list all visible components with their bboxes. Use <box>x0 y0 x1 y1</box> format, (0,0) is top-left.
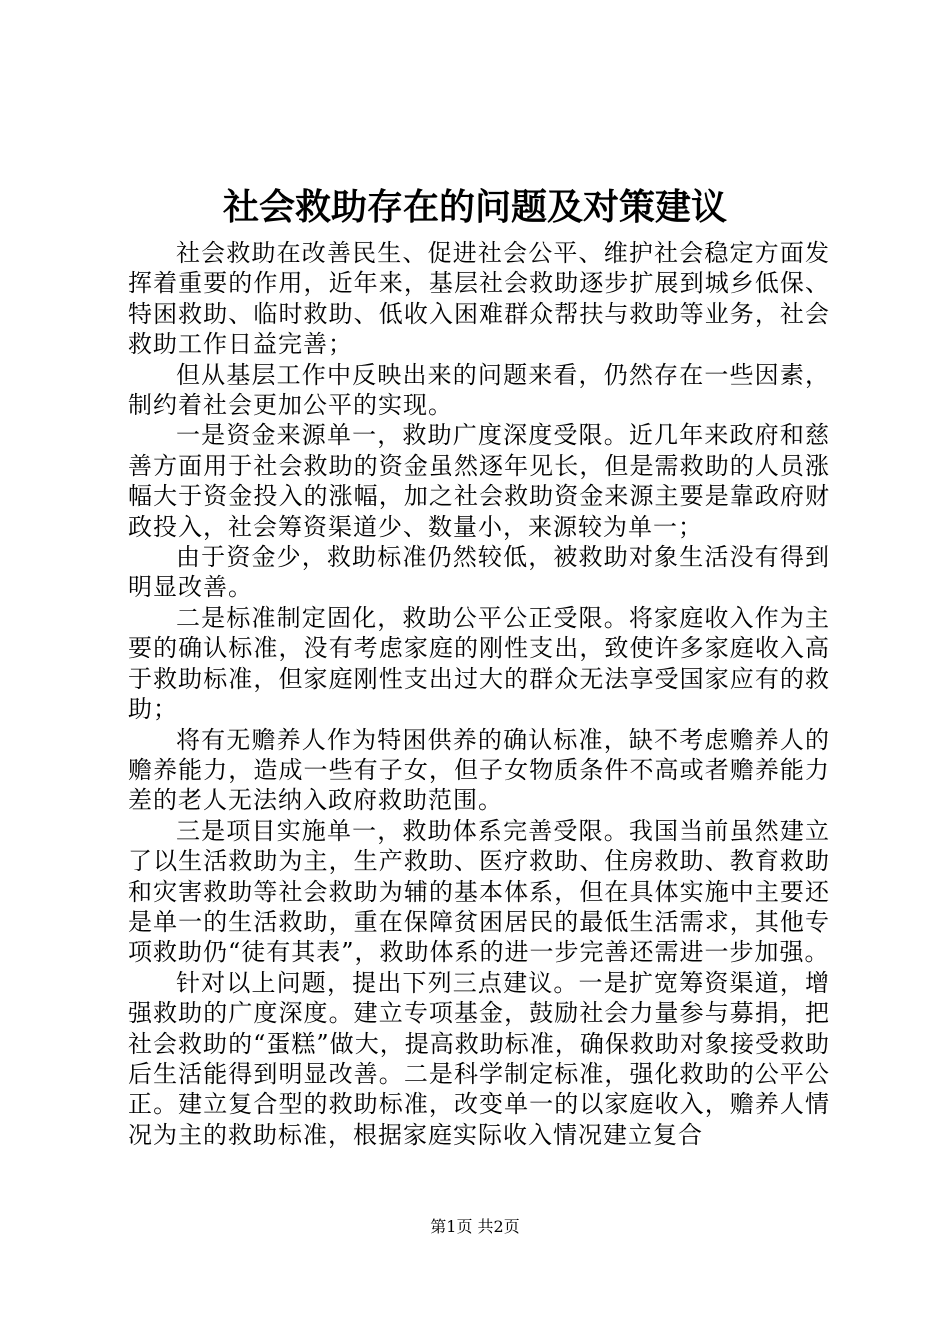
paragraph: 社会救助在改善民生、促进社会公平、维护社会稳定方面发挥着重要的作用，近年来，基层社会救助逐步扩展到城乡低保、特困救助、临时救助、低收入困难群众帮扶与救助等业务，社会救助工作日益完善； <box>128 239 830 359</box>
page-footer: 第1页 共2页 <box>430 1217 520 1236</box>
paragraph: 但从基层工作中反映出来的问题来看，仍然存在一些因素，制约着社会更加公平的实现。 <box>128 360 830 420</box>
paragraph: 针对以上问题，提出下列三点建议。一是扩宽筹资渠道，增强救助的广度深度。建立专项基金，鼓励社会力量参与募捐，把社会救助的“蛋糕”做大，提高救助标准，确保救助对象接受救助后生活能得到明显改善。二是科学制定标准，强化救助的公平公正。建立复合型的救助标准，改变单一的以家庭收入，赡养人情况为主的救助标准，根据家庭实际收入情况建立复合 <box>128 968 830 1149</box>
paragraph: 由于资金少，救助标准仍然较低，被救助对象生活没有得到明显改善。 <box>128 543 830 602</box>
paragraph: 将有无赡养人作为特困供养的确认标准，缺不考虑赡养人的赡养能力，造成一些有子女，但子女物质条件不高或者赡养能力差的老人无法纳入政府救助范围。 <box>128 725 830 815</box>
paragraph: 一是资金来源单一，救助广度深度受限。近几年来政府和慈善方面用于社会救助的资金虽然逐年见长，但是需救助的人员涨幅大于资金投入的涨幅，加之社会救助资金来源主要是靠政府财政投入，社会筹资渠道少、数量小，来源较为单一； <box>128 421 830 541</box>
paragraph: 二是标准制定固化，救助公平公正受限。将家庭收入作为主要的确认标准，没有考虑家庭的刚性支出，致使许多家庭收入高于救助标准，但家庭刚性支出过大的群众无法享受国家应有的救助； <box>128 603 830 724</box>
document-body <box>128 238 830 1150</box>
document-title: 社会救助存在的问题及对策建议 <box>222 186 727 228</box>
paragraph: 三是项目实施单一，救助体系完善受限。我国当前虽然建立了以生活救助为主，生产救助、医疗救助、住房救助、教育救助和灾害救助等社会救助为辅的基本体系，但在具体实施中主要还是单一的生活救助，重在保障贫困居民的最低生活需求，其他专项救助仍“徒有其表”，救助体系的进一步完善还需进一步加强。 <box>128 816 830 967</box>
